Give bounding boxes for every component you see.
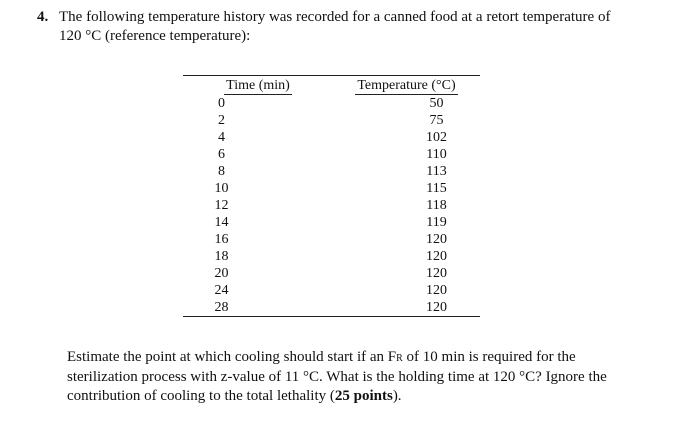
temperature-cell: 120	[426, 249, 447, 264]
data-table	[183, 76, 480, 316]
temperature-cell: 119	[426, 215, 447, 230]
table-header-row	[183, 76, 480, 95]
temperature-cell: 120	[426, 300, 447, 315]
table-row	[183, 95, 480, 112]
prompt-line2: sterilization process with z-value of 11 °C. What is the holding time at 120 °C? Ignore the	[67, 369, 607, 385]
time-cell: 6	[218, 147, 225, 162]
temperature-history-table	[183, 75, 480, 317]
table-bottom-rule	[183, 316, 480, 317]
table-row	[183, 163, 480, 180]
temperature-cell: 110	[426, 147, 447, 162]
table-row	[183, 248, 480, 265]
subscript-r: R	[396, 353, 403, 364]
temperature-cell: 75	[429, 113, 444, 128]
time-cell: 12	[214, 198, 229, 213]
table-row	[183, 197, 480, 214]
time-cell: 0	[218, 96, 225, 111]
time-cell: 14	[214, 215, 229, 230]
time-cell: 10	[214, 181, 229, 196]
temperature-cell: 120	[426, 283, 447, 298]
time-cell: 24	[214, 283, 229, 298]
temperature-cell: 120	[426, 266, 447, 281]
question-header	[37, 8, 677, 46]
table-row	[183, 112, 480, 129]
prompt-line1: Estimate the point at which cooling should start if an FR of 10 min is required for the	[67, 349, 576, 365]
table-row	[183, 214, 480, 231]
temperature-cell: 102	[426, 130, 447, 145]
prompt-line3: contribution of cooling to the total lethality (25 points).	[67, 388, 402, 404]
question-number: 4.	[37, 9, 49, 25]
temperature-cell: 50	[429, 96, 444, 111]
time-cell: 2	[218, 113, 225, 128]
time-cell: 28	[214, 300, 229, 315]
time-cell: 16	[214, 232, 229, 247]
time-cell: 18	[214, 249, 229, 264]
table-row	[183, 231, 480, 248]
time-cell: 4	[218, 130, 225, 145]
temperature-cell: 118	[426, 198, 447, 213]
header-temperature: Temperature (°C)	[357, 78, 456, 93]
temperature-cell: 113	[426, 164, 447, 179]
time-cell: 8	[218, 164, 225, 179]
table-row	[183, 129, 480, 146]
temperature-cell: 115	[426, 181, 447, 196]
question-prompt	[67, 348, 667, 406]
table-body	[183, 95, 480, 316]
question-text-line1: The following temperature history was recorded for a canned food at a retort temperature of	[59, 9, 611, 25]
table-row	[183, 282, 480, 299]
points-label: 25 points	[334, 388, 393, 404]
question-text-line2: 120 °C (reference temperature):	[59, 28, 251, 44]
table-row	[183, 265, 480, 282]
table-row	[183, 180, 480, 197]
table-row	[183, 146, 480, 163]
temperature-cell: 120	[426, 232, 447, 247]
time-cell: 20	[214, 266, 229, 281]
table-row	[183, 299, 480, 316]
header-time: Time (min)	[226, 78, 290, 93]
